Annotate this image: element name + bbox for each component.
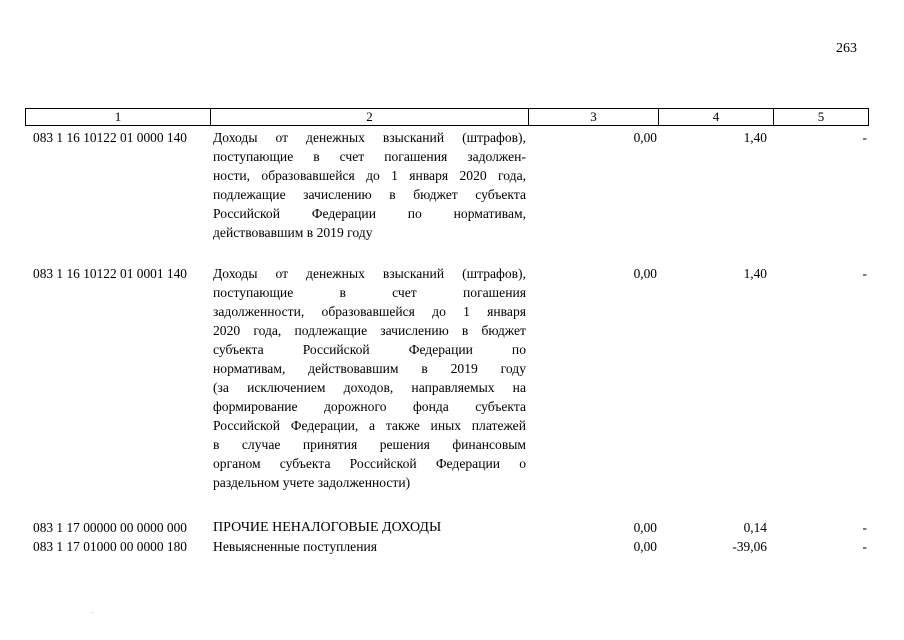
description-line: подлежащие зачислению в бюджет субъекта — [213, 187, 526, 202]
row-code: 083 1 16 10122 01 0001 140 — [33, 266, 187, 281]
description-line: ности, образовавшейся до 1 января 2020 года, — [213, 168, 526, 183]
description-line: задолженности, образовавшейся до 1 января — [213, 304, 526, 319]
header-col-5: 5 — [817, 109, 825, 124]
header-col-4: 4 — [659, 109, 774, 125]
description-line: Российской Федерации, а также иных платежей — [213, 418, 526, 433]
row-col4-value: 0,14 — [743, 520, 767, 535]
description-line: поступающие в счет погашения — [213, 285, 526, 300]
row-col4-value: -39,06 — [732, 539, 767, 554]
header-col-1: 1 — [26, 109, 211, 125]
row-col5-value: - — [862, 266, 867, 281]
row-description — [213, 518, 526, 537]
description-line: действовавшим в 2019 году — [213, 225, 373, 240]
description-line: поступающие в счет погашения задолжен- — [213, 149, 526, 164]
row-col3-value: 0,00 — [633, 266, 657, 281]
description-line: в случае принятия решения финансовым — [213, 437, 526, 452]
row-col3-value: 0,00 — [633, 520, 657, 535]
description-line: Доходы от денежных взысканий (штрафов), — [213, 130, 526, 145]
row-code: 083 1 16 10122 01 0000 140 — [33, 130, 187, 145]
row-code: 083 1 17 01000 00 0000 180 — [33, 539, 187, 554]
row-col5-value: - — [862, 130, 867, 145]
row-col4-value: 1,40 — [743, 130, 767, 145]
description-line: органом субъекта Российской Федерации о — [213, 456, 526, 471]
description-line: (за исключением доходов, направляемых на — [213, 380, 526, 395]
description-line: Невыясненные поступления — [213, 539, 378, 554]
scan-speck — [92, 612, 93, 613]
row-description — [213, 264, 526, 492]
description-line: раздельном учете задолженности) — [213, 475, 411, 490]
row-description — [213, 128, 526, 242]
table-header — [25, 108, 869, 126]
row-col5-value: - — [862, 520, 867, 535]
header-col-3: 3 — [529, 109, 659, 125]
description-line: Российской Федерации по нормативам, — [213, 206, 526, 221]
description-line: 2020 года, подлежащие зачислению в бюджет — [213, 323, 526, 338]
description-line: Доходы от денежных взысканий (штрафов), — [213, 266, 526, 281]
description-line: формирование дорожного фонда субъекта — [213, 399, 526, 414]
row-description — [213, 537, 526, 556]
row-col3-value: 0,00 — [633, 539, 657, 554]
description-line: ПРОЧИЕ НЕНАЛОГОВЫЕ ДОХОДЫ — [213, 520, 442, 535]
header-col-2: 2 — [211, 109, 529, 125]
row-code: 083 1 17 00000 00 0000 000 — [33, 520, 187, 535]
row-col5-value: - — [862, 539, 867, 554]
description-line: нормативам, действовавшим в 2019 году — [213, 361, 526, 376]
row-col4-value: 1,40 — [743, 266, 767, 281]
page-number: 263 — [836, 41, 857, 56]
row-col3-value: 0,00 — [633, 130, 657, 145]
description-line: субъекта Российской Федерации по — [213, 342, 526, 357]
